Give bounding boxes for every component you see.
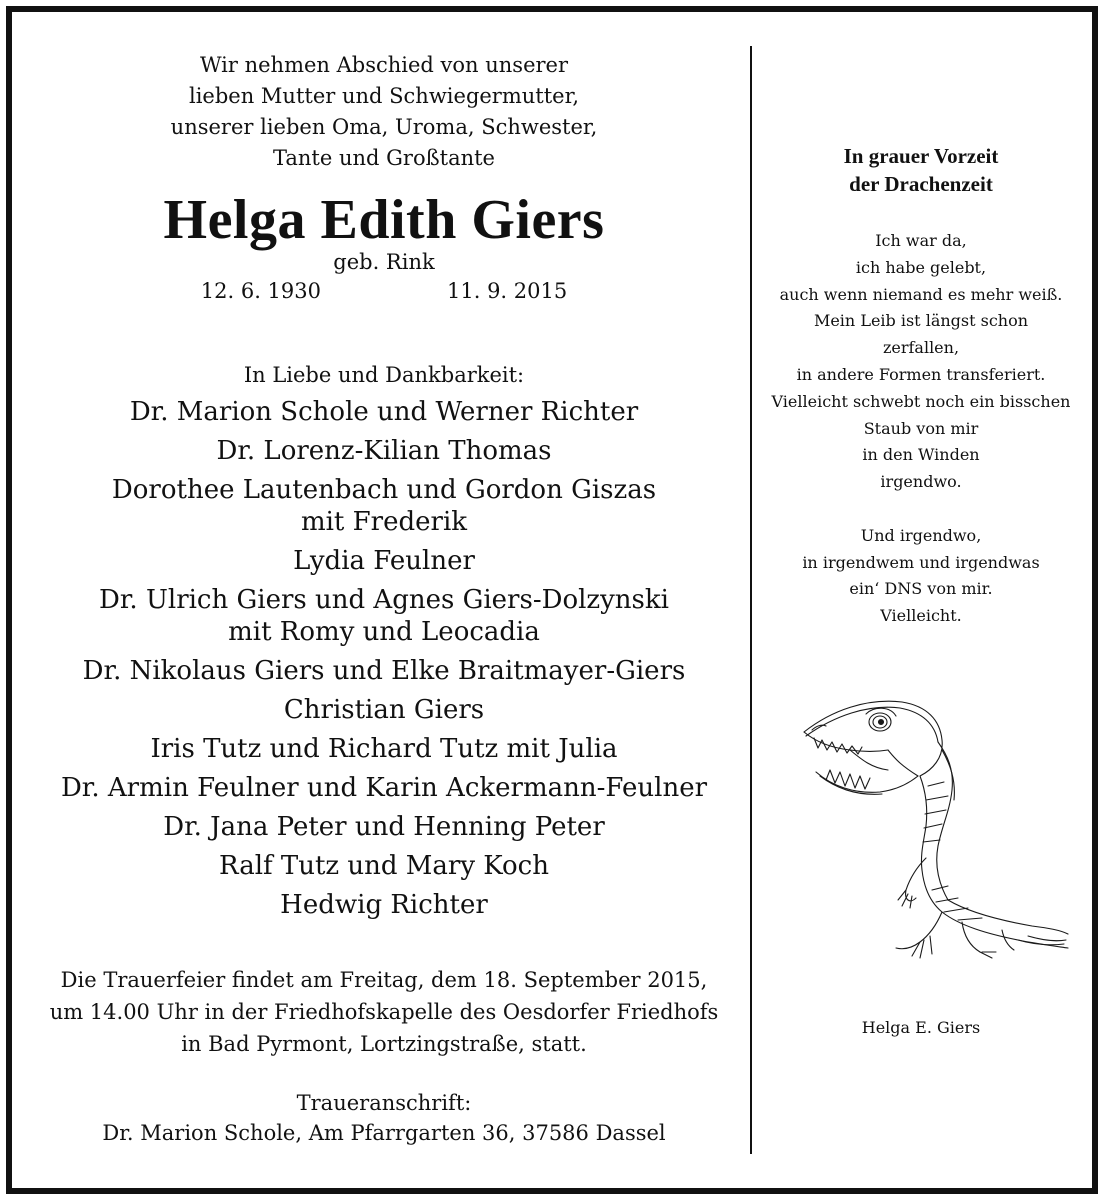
- mourner-entry: [34, 811, 734, 843]
- stanza-gap: [762, 496, 1080, 523]
- mourner-line: Iris Tutz und Richard Tutz mit Julia: [150, 734, 618, 764]
- poem-line: Vielleicht schwebt noch ein bisschen: [771, 391, 1071, 411]
- intro-text: [34, 50, 734, 174]
- poem-line: Staub von mir: [863, 418, 979, 438]
- poem-line: in andere Formen transferiert.: [796, 364, 1046, 384]
- intro-line: Wir nehmen Abschied von unserer: [199, 53, 569, 77]
- mourner-line: Dorothee Lautenbach und Gordon Giszas: [111, 475, 657, 505]
- birth-date: 12. 6. 1930: [200, 279, 321, 303]
- mourner-line: Dr. Nikolaus Giers und Elke Braitmayer-Giers: [82, 656, 686, 686]
- poem-title-line: der Drachenzeit: [849, 172, 993, 196]
- mourner-entry: [34, 396, 734, 428]
- dinosaur-sketch-icon: [792, 690, 1072, 980]
- mourner-line: mit Romy und Leocadia: [228, 617, 540, 647]
- poem-title-line: In grauer Vorzeit: [843, 144, 999, 168]
- mourner-entry: [34, 889, 734, 921]
- ceremony-line: um 14.00 Uhr in der Friedhofskapelle des Oesdorfer Friedhofs: [49, 1000, 719, 1024]
- mourner-entry: [34, 655, 734, 687]
- mourner-entry: [34, 733, 734, 765]
- intro-line: lieben Mutter und Schwiegermutter,: [189, 84, 579, 108]
- mourner-line: Christian Giers: [283, 695, 485, 725]
- poem-line: Ich war da,: [875, 231, 967, 250]
- mourner-entry: [34, 850, 734, 882]
- poem-line: irgendwo.: [880, 472, 962, 492]
- mourner-entry: [34, 772, 734, 804]
- poem-line: in den Winden: [862, 445, 980, 465]
- poem-title: [762, 142, 1080, 198]
- poem-line: ich habe gelebt,: [855, 257, 987, 277]
- life-dates: [34, 276, 734, 306]
- poem-line: Mein Leib ist längst schon: [813, 311, 1029, 331]
- death-date: 11. 9. 2015: [447, 279, 568, 303]
- mourner-line: Dr. Armin Feulner und Karin Ackermann-Feulner: [60, 773, 708, 803]
- ceremony-line: in Bad Pyrmont, Lortzingstraße, statt.: [181, 1032, 587, 1056]
- obituary-main-column: [34, 50, 734, 1148]
- mourner-line: Dr. Lorenz-Kilian Thomas: [216, 436, 552, 466]
- mourner-entry: [34, 694, 734, 726]
- poem-line: ein‘ DNS von mir.: [849, 579, 993, 599]
- mourner-entry: [34, 435, 734, 467]
- poem-column: [762, 142, 1080, 630]
- column-divider: [750, 46, 752, 1154]
- signature-caption: Helga E. Giers: [861, 1018, 981, 1037]
- mourner-entry: [34, 545, 734, 577]
- mourner-line: mit Frederik: [300, 507, 468, 537]
- mourner-line: Dr. Marion Schole und Werner Richter: [129, 397, 639, 427]
- ceremony-info: [34, 964, 734, 1060]
- intro-line: unserer lieben Oma, Uroma, Schwester,: [170, 115, 598, 139]
- intro-line: Tante und Großtante: [273, 146, 495, 170]
- poem-line: auch wenn niemand es mehr weiß.: [779, 284, 1063, 304]
- mourner-line: Dr. Jana Peter und Henning Peter: [163, 812, 605, 842]
- mourner-entry: [34, 584, 734, 648]
- poem-line: zerfallen,: [882, 338, 960, 358]
- maiden-name: geb. Rink: [333, 250, 435, 274]
- mourner-line: Ralf Tutz und Mary Koch: [219, 851, 549, 881]
- mourner-line: Lydia Feulner: [293, 546, 475, 576]
- ceremony-line: Die Trauerfeier findet am Freitag, dem 18. September 2015,: [60, 968, 708, 992]
- address-value: Dr. Marion Schole, Am Pfarrgarten 36, 37586 Dassel: [102, 1121, 666, 1145]
- poem-line: in irgendwem und irgendwas: [802, 552, 1040, 572]
- mourning-address: [34, 1088, 734, 1148]
- address-label: Traueranschrift:: [296, 1091, 472, 1115]
- mourner-line: Dr. Ulrich Giers und Agnes Giers-Dolzynski: [99, 585, 669, 615]
- thanks-line: In Liebe und Dankbarkeit:: [243, 363, 525, 387]
- mourner-entry: [34, 474, 734, 538]
- mourner-line: Hedwig Richter: [280, 890, 488, 920]
- poem-line: Vielleicht.: [880, 606, 962, 626]
- poem-body: [762, 228, 1080, 630]
- mourners-list: [34, 396, 734, 921]
- deceased-name: Helga Edith Giers: [163, 189, 605, 251]
- poem-line: Und irgendwo,: [860, 525, 982, 545]
